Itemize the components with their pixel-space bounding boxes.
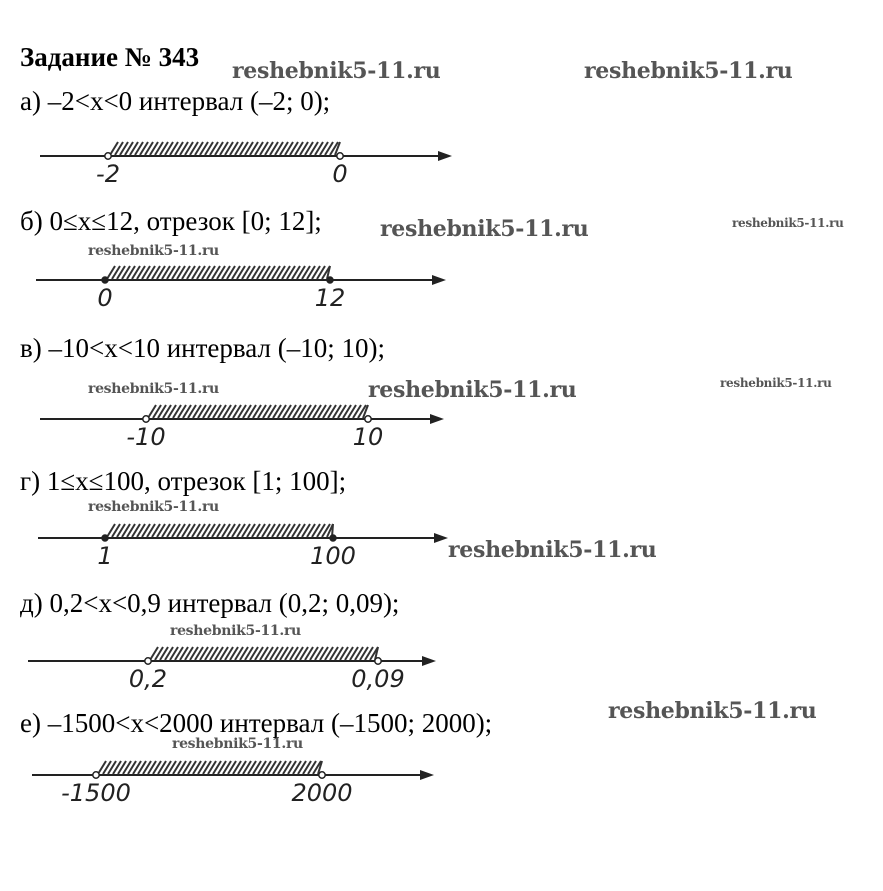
- left-tick-label: 0,2: [128, 665, 168, 693]
- item-g-text: г) 1≤x≤100, отрезок [1; 100];: [20, 466, 347, 496]
- watermark: reshebnik5-11.ru: [88, 243, 219, 259]
- hatching: [148, 405, 368, 418]
- watermark: reshebnik5-11.ru: [608, 698, 817, 724]
- item-b-text: б) 0≤x≤12, отрезок [0; 12];: [20, 206, 322, 236]
- watermark: reshebnik5-11.ru: [170, 623, 301, 639]
- watermark: reshebnik5-11.ru: [88, 499, 219, 515]
- left-tick-label: -2: [96, 160, 120, 188]
- watermark: reshebnik5-11.ru: [720, 376, 832, 390]
- left-tick-label: 0: [97, 284, 113, 312]
- watermark: reshebnik5-11.ru: [88, 381, 219, 397]
- number-line-g: [0, 518, 883, 578]
- arrow-head: [434, 533, 448, 543]
- hatching: [150, 647, 378, 660]
- number-line-d: [0, 641, 883, 701]
- left-tick-label: -10: [126, 423, 166, 451]
- number-line-e: [0, 755, 883, 815]
- arrow-head: [420, 770, 434, 780]
- left-endpoint: [93, 772, 99, 778]
- right-tick-label: 0: [332, 160, 348, 188]
- left-endpoint: [102, 535, 108, 541]
- right-endpoint: [375, 658, 381, 664]
- number-line-v: [0, 399, 883, 459]
- hatching: [110, 142, 340, 155]
- right-endpoint: [327, 277, 333, 283]
- watermark: reshebnik5-11.ru: [448, 537, 657, 563]
- watermark: reshebnik5-11.ru: [732, 216, 844, 230]
- watermark: reshebnik5-11.ru: [584, 58, 793, 84]
- right-tick-label: 12: [314, 284, 346, 312]
- hatching: [98, 761, 322, 774]
- watermark: reshebnik5-11.ru: [368, 377, 577, 403]
- left-endpoint: [102, 277, 108, 283]
- item-a-text: а) –2<x<0 интервал (–2; 0);: [20, 86, 331, 116]
- number-line-a: [0, 136, 883, 196]
- left-tick-label: -1500: [61, 779, 131, 807]
- hatching: [107, 266, 330, 279]
- right-tick-label: 100: [310, 542, 356, 570]
- right-endpoint: [337, 153, 343, 159]
- right-tick-label: 2000: [291, 779, 353, 807]
- arrow-head: [430, 414, 444, 424]
- right-tick-label: 0,09: [351, 665, 405, 693]
- task-heading: Задание № 343: [20, 42, 200, 72]
- right-endpoint: [330, 535, 336, 541]
- watermark: reshebnik5-11.ru: [380, 216, 589, 242]
- left-endpoint: [145, 658, 151, 664]
- item-v-text: в) –10<x<10 интервал (–10; 10);: [20, 333, 385, 363]
- item-e-text: е) –1500<x<2000 интервал (–1500; 2000);: [20, 708, 493, 738]
- right-endpoint: [319, 772, 325, 778]
- watermark: reshebnik5-11.ru: [232, 58, 441, 84]
- left-tick-label: 1: [97, 542, 113, 570]
- hatching: [107, 524, 333, 537]
- left-endpoint: [143, 416, 149, 422]
- right-endpoint: [365, 416, 371, 422]
- arrow-head: [438, 151, 452, 161]
- number-line-b: [0, 260, 883, 320]
- left-endpoint: [105, 153, 111, 159]
- item-d-text: д) 0,2<x<0,9 интервал (0,2; 0,09);: [20, 588, 400, 618]
- right-tick-label: 10: [352, 423, 384, 451]
- arrow-head: [432, 275, 446, 285]
- watermark: reshebnik5-11.ru: [172, 736, 303, 752]
- arrow-head: [422, 656, 436, 666]
